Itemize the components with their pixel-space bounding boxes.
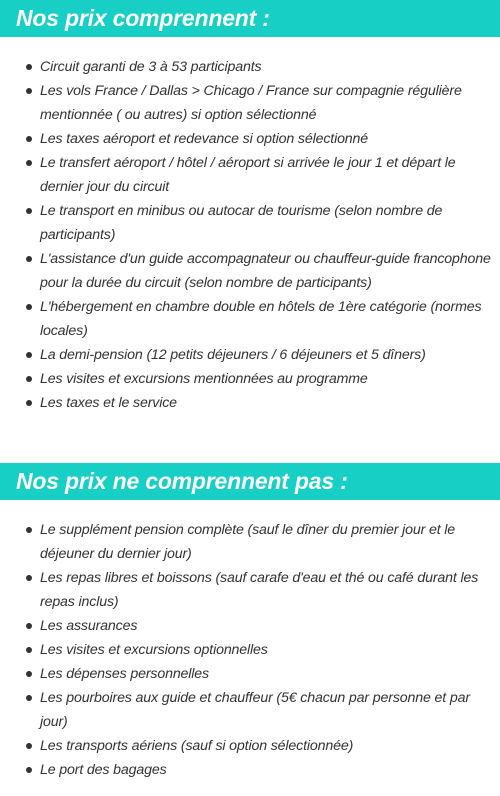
list-item-text: Les taxes aéroport et redevance si option sélectionné xyxy=(40,131,369,147)
list-item-text: Le port des bagages xyxy=(40,762,167,778)
bullet-icon xyxy=(26,136,32,142)
list-item-text: Les taxes et le service xyxy=(40,395,177,411)
bullet-icon xyxy=(26,160,32,166)
list-item xyxy=(0,518,500,566)
list-item xyxy=(0,127,500,151)
list-item xyxy=(0,55,500,79)
included-section-title: Nos prix comprennent : xyxy=(16,5,270,31)
included-items-list xyxy=(0,55,500,415)
list-item-text: Les repas libres et boissons (sauf carafe d'eau et thé ou café durant les repas inclus) xyxy=(40,570,479,610)
excluded-items-list xyxy=(0,518,500,782)
list-item-text: Les transports aériens (sauf si option sélectionnée) xyxy=(40,738,354,754)
list-item xyxy=(0,295,500,343)
bullet-icon xyxy=(26,767,32,773)
list-item-text: Circuit garanti de 3 à 53 participants xyxy=(40,59,262,75)
list-item xyxy=(0,734,500,758)
list-item-text: Le supplément pension complète (sauf le dîner du premier jour et le déjeuner du dernier jour) xyxy=(40,522,456,562)
bullet-icon xyxy=(26,647,32,653)
list-item-text: L'assistance d'un guide accompagnateur ou chauffeur-guide francophone pour la durée du circuit (selon nombre de participants) xyxy=(40,251,491,291)
list-item xyxy=(0,638,500,662)
bullet-icon xyxy=(26,575,32,581)
list-item xyxy=(0,686,500,734)
list-item xyxy=(0,151,500,199)
bullet-icon xyxy=(26,400,32,406)
bullet-icon xyxy=(26,64,32,70)
bullet-icon xyxy=(26,527,32,533)
list-item xyxy=(0,199,500,247)
bullet-icon xyxy=(26,623,32,629)
list-item-text: Les visites et excursions optionnelles xyxy=(40,642,268,658)
bullet-icon xyxy=(26,695,32,701)
list-item-text: Les pourboires aux guide et chauffeur (5€ chacun par personne et par jour) xyxy=(40,690,470,730)
bullet-icon xyxy=(26,208,32,214)
bullet-icon xyxy=(26,671,32,677)
list-item-text: Les assurances xyxy=(40,618,138,634)
bullet-icon xyxy=(26,256,32,262)
bullet-icon xyxy=(26,743,32,749)
excluded-section-header xyxy=(0,463,500,500)
list-item xyxy=(0,566,500,614)
list-item xyxy=(0,367,500,391)
list-item xyxy=(0,79,500,127)
bullet-icon xyxy=(26,88,32,94)
included-section-header xyxy=(0,0,500,37)
list-item-text: Le transport en minibus ou autocar de tourisme (selon nombre de participants) xyxy=(40,203,443,243)
bullet-icon xyxy=(26,304,32,310)
list-item xyxy=(0,614,500,638)
bullet-icon xyxy=(26,376,32,382)
list-item xyxy=(0,247,500,295)
excluded-section-title: Nos prix ne comprennent pas : xyxy=(16,468,348,494)
list-item-text: Le transfert aéroport / hôtel / aéroport si arrivée le jour 1 et départ le dernier jour du circuit xyxy=(40,155,456,195)
list-item xyxy=(0,343,500,367)
list-item xyxy=(0,662,500,686)
list-item-text: Les dépenses personnelles xyxy=(40,666,209,682)
list-item xyxy=(0,391,500,415)
bullet-icon xyxy=(26,352,32,358)
list-item-text: Les visites et excursions mentionnées au programme xyxy=(40,371,368,387)
list-item-text: Les vols France / Dallas > Chicago / France sur compagnie régulière mentionnée ( ou autres) si option sélectionné xyxy=(40,83,462,123)
list-item-text: L'hébergement en chambre double en hôtels de 1ère catégorie (normes locales) xyxy=(40,299,482,339)
list-item xyxy=(0,758,500,782)
list-item-text: La demi-pension (12 petits déjeuners / 6 déjeuners et 5 dîners) xyxy=(40,347,426,363)
